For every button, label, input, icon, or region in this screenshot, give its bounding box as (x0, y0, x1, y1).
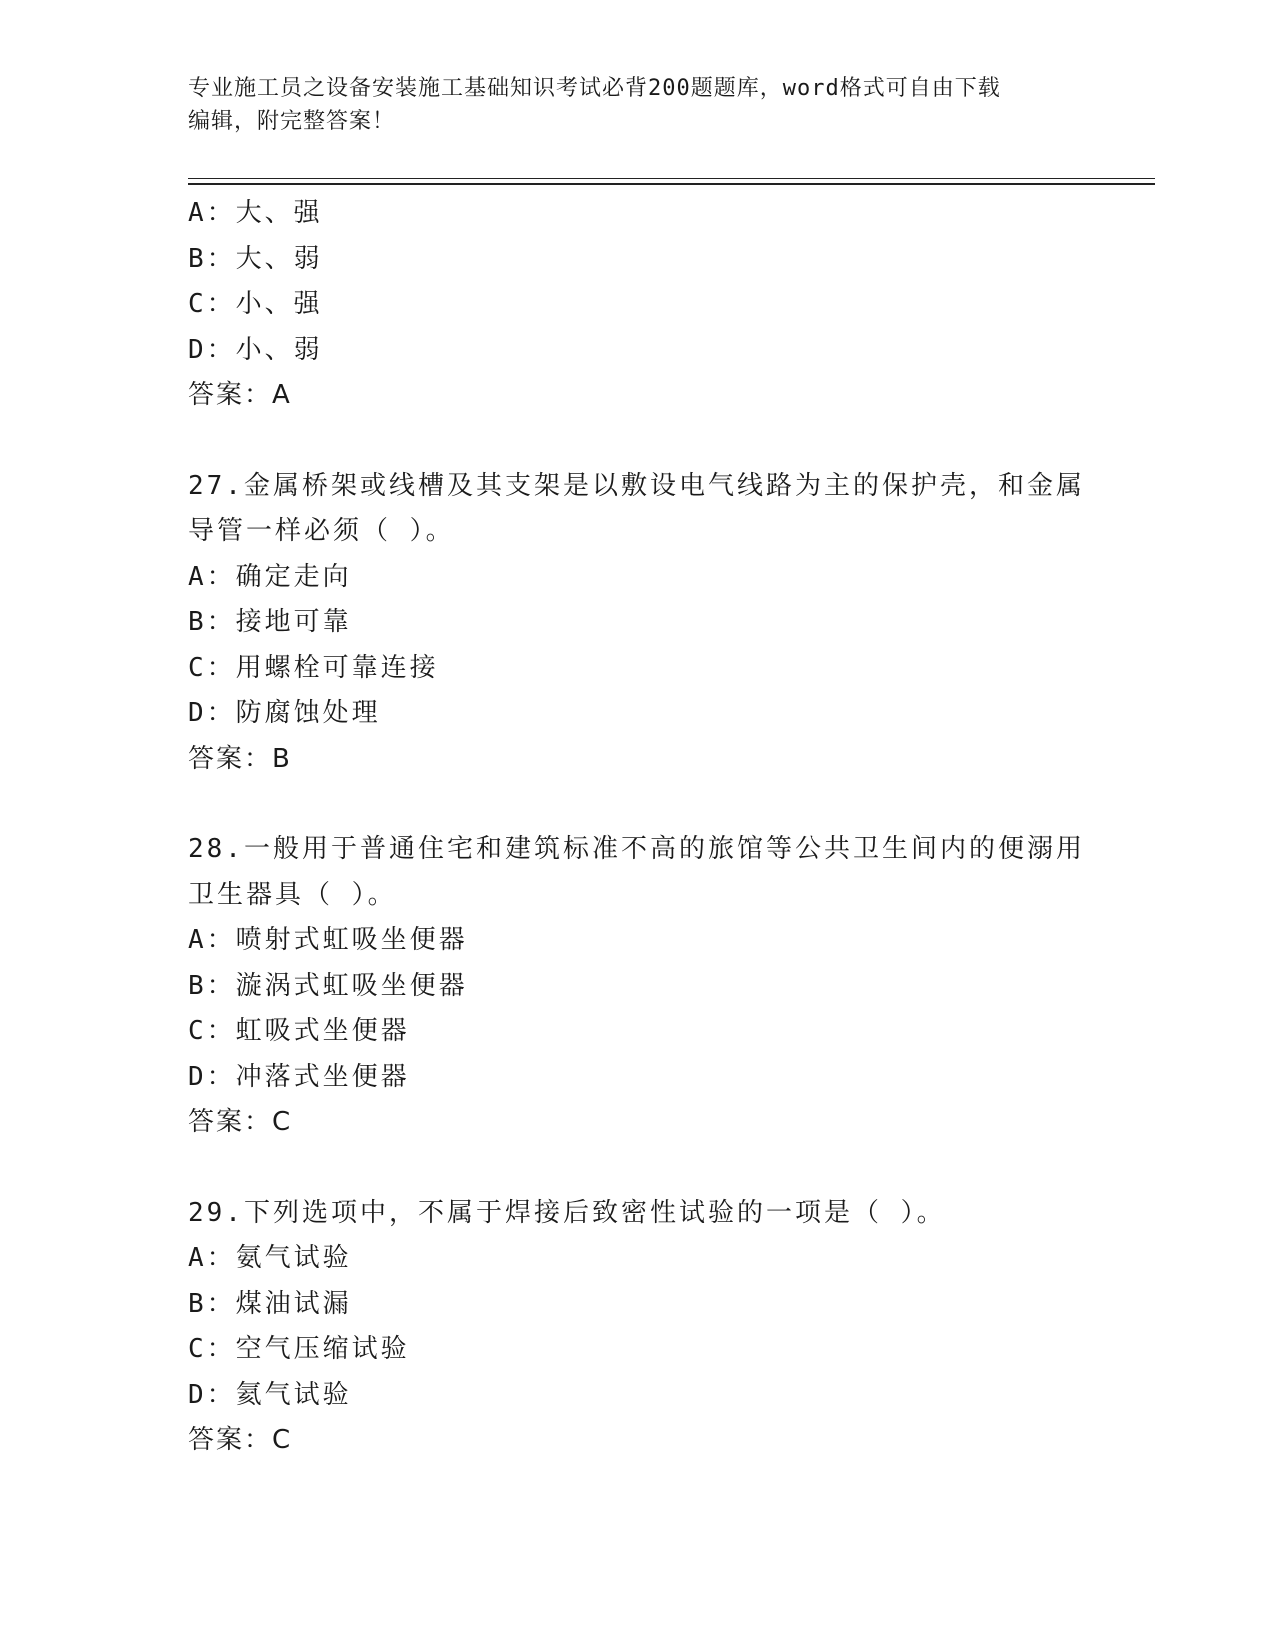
option-c: C：空气压缩试验 (188, 1334, 410, 1364)
question-27 (188, 464, 1088, 783)
option-a: A：氨气试验 (188, 1243, 352, 1273)
answer-text: 答案：C (188, 1425, 293, 1455)
question-list (188, 191, 1088, 1464)
option-d: D：防腐蚀处理 (188, 698, 381, 728)
question-28 (188, 827, 1088, 1146)
header-divider-thick (188, 183, 1155, 185)
option-a: A：确定走向 (188, 561, 352, 592)
answer-text: 答案：B (188, 743, 292, 774)
option-d: D：冲落式坐便器 (188, 1061, 410, 1092)
option-d: D：小、弱 (188, 334, 323, 365)
question-stem-line-2: 导管一样必须（ ）。 (188, 516, 455, 546)
question-stem-line-2: 卫生器具（ ）。 (188, 879, 397, 910)
option-a: A：大、强 (188, 198, 323, 228)
answer-text: 答案：A (188, 380, 292, 410)
spacer (188, 1146, 1088, 1191)
option-b: B：大、弱 (188, 243, 323, 274)
spacer (188, 419, 1088, 464)
answer-text: 答案：C (188, 1107, 293, 1137)
option-a: A：喷射式虹吸坐便器 (188, 925, 468, 955)
question-stem-line-1: 27.金属桥架或线槽及其支架是以敷设电气线路为主的保护壳，和金属 (188, 470, 1085, 501)
option-b: B：接地可靠 (188, 607, 352, 637)
header-line-1: 专业施工员之设备安装施工基础知识考试必背200题题库，word格式可自由下载 (188, 76, 1001, 101)
option-d: D：氦气试验 (188, 1379, 352, 1410)
option-b: B：煤油试漏 (188, 1288, 352, 1319)
question-29 (188, 1191, 1088, 1464)
option-b: B：漩涡式虹吸坐便器 (188, 970, 468, 1001)
question-stem-line-1: 29.下列选项中，不属于焊接后致密性试验的一项是（ ）。 (188, 1197, 946, 1228)
document-header (188, 72, 1088, 138)
option-c: C：用螺栓可靠连接 (188, 652, 439, 683)
question-26 (188, 191, 1088, 419)
spacer (188, 782, 1088, 827)
option-c: C：虹吸式坐便器 (188, 1016, 410, 1046)
header-line-2: 编辑，附完整答案！ (188, 109, 396, 134)
question-stem-line-1: 28.一般用于普通住宅和建筑标准不高的旅馆等公共卫生间内的便溺用 (188, 834, 1085, 864)
header-divider-thin (188, 178, 1155, 179)
option-c: C：小、强 (188, 289, 323, 319)
